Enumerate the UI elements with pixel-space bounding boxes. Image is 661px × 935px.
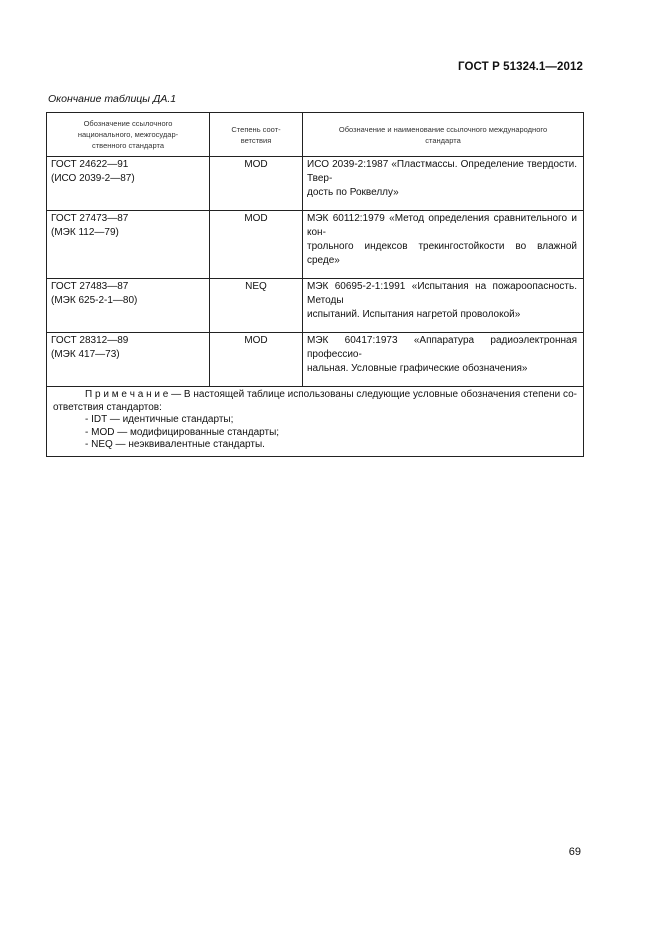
note-label: П р и м е ч а н и е — [85, 389, 169, 400]
cell-line: МЭК 60417:1973 «Аппаратура радиоэлектронная профессио- — [307, 335, 577, 360]
note-paragraph — [53, 389, 577, 414]
note-list-item: - IDT — идентичные стандарты; — [85, 414, 234, 425]
header-international-standard — [303, 113, 584, 157]
page-number: 69 — [568, 846, 581, 858]
cell-line: (МЭК 112—79) — [51, 227, 119, 238]
header-text-line: Обозначение и наименование ссылочного международного — [338, 124, 548, 134]
header-text-line: национального, межгосудар- — [77, 130, 179, 139]
table-note — [47, 387, 584, 457]
header-national-standard — [47, 113, 210, 157]
cell-line: дость по Роквеллу» — [307, 187, 399, 198]
header-text-line: ветствия — [240, 135, 272, 145]
international-standard-cell — [303, 279, 584, 333]
cell-line: трольного индексов трекингостойкости во влажной среде» — [307, 241, 577, 266]
cell-line: (МЭК 625-2-1—80) — [51, 295, 138, 306]
national-standard-cell — [47, 279, 210, 333]
table-row — [47, 279, 584, 333]
cell-line: (МЭК 417—73) — [51, 349, 120, 360]
national-standard-cell — [47, 157, 210, 211]
cell-line: ИСО 2039-2:1987 «Пластмассы. Определение твердости. Твер- — [307, 159, 577, 184]
cell-line: ГОСТ 27473—87 — [51, 213, 129, 224]
note-text: — В настоящей таблице использованы следующие условные обозначения степени со-ответствия стандартов: — [53, 389, 577, 413]
cell-line: ГОСТ 27483—87 — [51, 281, 129, 292]
table-row — [47, 157, 584, 211]
note-list-item: - NEQ — неэквивалентные стандарты. — [85, 439, 265, 450]
cell-line: испытаний. Испытания нагретой проволокой» — [307, 309, 521, 320]
degree-cell: NEQ — [210, 279, 303, 333]
cell-line: ГОСТ 28312—89 — [51, 335, 129, 346]
table-note-row — [47, 387, 584, 457]
cell-line: ГОСТ 24622—91 — [51, 159, 129, 170]
international-standard-cell — [303, 333, 584, 387]
header-degree — [210, 113, 303, 157]
national-standard-cell — [47, 211, 210, 279]
header-text-line: стандарта — [425, 135, 461, 145]
header-text-line: ственного стандарта — [91, 141, 165, 150]
header-text-line: Обозначение ссылочного — [83, 119, 173, 128]
table-row — [47, 333, 584, 387]
degree-cell: MOD — [210, 211, 303, 279]
degree-cell: MOD — [210, 157, 303, 211]
national-standard-cell — [47, 333, 210, 387]
international-standard-cell — [303, 211, 584, 279]
cell-line: МЭК 60695-2-1:1991 «Испытания на пожароопасность. Методы — [307, 281, 577, 306]
cell-line: (ИСО 2039-2—87) — [51, 173, 135, 184]
cell-line: нальная. Условные графические обозначения» — [307, 363, 528, 374]
degree-cell: MOD — [210, 333, 303, 387]
international-standard-cell — [303, 157, 584, 211]
table-row — [47, 211, 584, 279]
table-caption: Окончание таблицы ДА.1 — [48, 93, 177, 105]
note-list-item: - MOD — модифицированные стандарты; — [85, 426, 280, 438]
table-header-row — [47, 113, 584, 157]
cell-line: МЭК 60112:1979 «Метод определения сравнительного и кон- — [307, 213, 577, 238]
header-text-line: Степень соот- — [231, 124, 281, 134]
reference-standards-table — [46, 112, 584, 457]
document-code: ГОСТ Р 51324.1—2012 — [458, 61, 583, 73]
